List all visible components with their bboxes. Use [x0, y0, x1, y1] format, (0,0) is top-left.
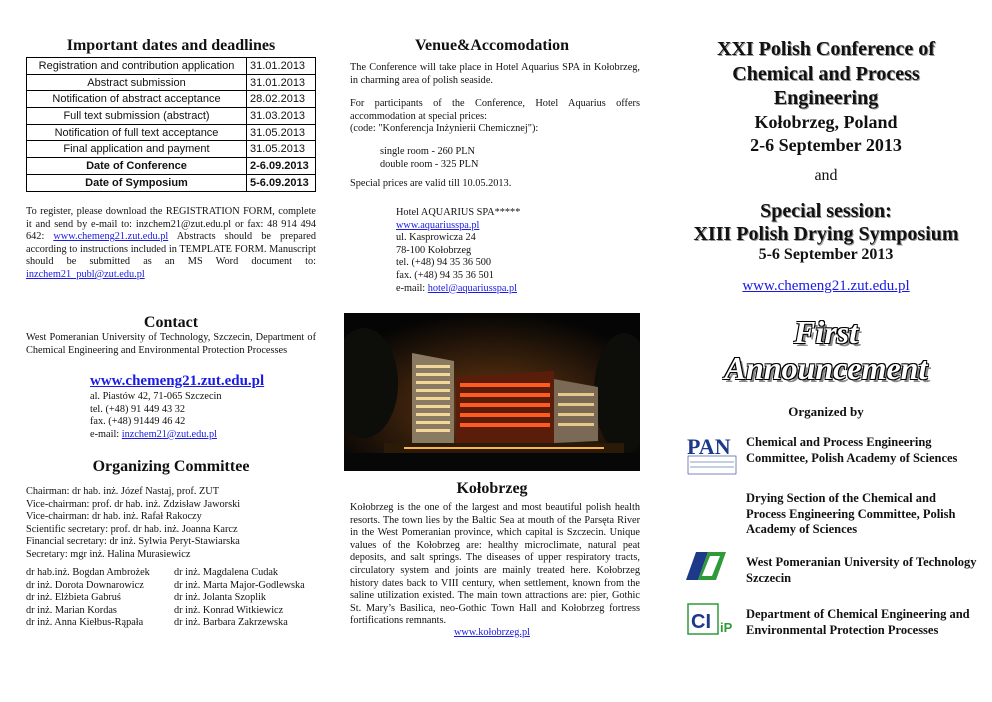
- venue-offer: [350, 98, 640, 136]
- conference-url-row: [676, 278, 976, 295]
- middle-panel: [344, 0, 640, 702]
- organized-by: Organized by: [788, 404, 864, 419]
- committee-member: dr inż. Magdalena Cudak: [174, 567, 279, 578]
- announcement-line: Announcement: [724, 350, 928, 386]
- dates-row-label: Registration and contribution application: [27, 58, 247, 75]
- kolobrzeg-url-link[interactable]: www.kołobrzeg.pl: [454, 627, 530, 638]
- organizer-pan-committee: Chemical and Process Engineering Committee, Polish Academy of Sciences: [746, 435, 958, 465]
- dates-row-date: 31.03.2013: [247, 108, 316, 125]
- contact-org: West Pomeranian University of Technology, Szczecin, Department of Chemical Engineering and Environmental Protection Processes: [26, 332, 316, 356]
- left-panel: [26, 0, 316, 702]
- dates-row: [27, 124, 316, 141]
- committee-role: Scientific secretary: prof. dr hab. inż. Joanna Karcz: [26, 523, 238, 535]
- committee-title: Organizing Committee: [92, 458, 250, 475]
- committee-members-right: [174, 567, 305, 630]
- conference-title-line: Engineering: [773, 87, 879, 109]
- organizer-drying-section: Drying Section of the Chemical and Process Engineering Committee, Polish Academy of Sciences: [746, 491, 956, 536]
- contact-url-link[interactable]: www.chemeng21.zut.edu.pl: [90, 373, 265, 389]
- contact-email-label: e-mail:: [90, 428, 122, 440]
- right-panel: [676, 0, 976, 702]
- contact-address: [90, 391, 222, 441]
- special-session-date: 5-6 September 2013: [758, 246, 894, 263]
- contact-fax: fax. (+48) 91449 46 42: [90, 416, 186, 428]
- dates-row: [27, 108, 316, 125]
- dates-row-date: 31.05.2013: [247, 124, 316, 141]
- hotel-name: Hotel AQUARIUS SPA*****: [396, 207, 521, 218]
- hotel-fax: fax. (+48) 94 35 36 501: [396, 269, 494, 281]
- publication-email-link[interactable]: inzchem21_publ@zut.edu.pl: [26, 268, 145, 280]
- hotel-address: [396, 207, 520, 295]
- conference-url-link[interactable]: www.chemeng21.zut.edu.pl: [742, 278, 910, 294]
- dates-row: [27, 174, 316, 191]
- hotel-email-link[interactable]: hotel@aquariusspa.pl: [427, 282, 518, 294]
- dates-row-date: 31.01.2013: [247, 58, 316, 75]
- contact-email-link[interactable]: inzchem21@zut.edu.pl: [121, 428, 218, 440]
- contact-street: al. Piastów 42, 71-065 Szczecin: [90, 391, 222, 402]
- dates-row: [27, 91, 316, 108]
- committee-member: dr inż. Elżbieta Gabruś: [26, 592, 121, 604]
- registration-text: To register, please download the REGISTRATION FORM, complete it and send by e-mail to: inzchem21@zut.edu.pl or fax: 48 914 494 642:: [26, 206, 316, 243]
- contact-title: Contact: [143, 314, 199, 331]
- dates-table: [26, 57, 316, 192]
- ciip-logo-text: CI: [691, 611, 711, 633]
- hotel-email-label: e-mail:: [396, 282, 428, 294]
- ciip-logo-sub: iP: [720, 620, 733, 635]
- committee-member: dr inż. Marian Kordas: [26, 604, 117, 616]
- single-room-price: single room - 260 PLN: [380, 146, 475, 157]
- pan-logo: [686, 434, 738, 476]
- kolobrzeg-text: Kołobrzeg is the one of the largest and most beautiful polish health resorts. The town lies by the Baltic Sea at mouth of the Parsęta River in the West Pomeranian province, which capital is Szczecin. Unique values of the Kołobrzeg are: healthy microclimate, natural peat deposits, and salt springs. The diseases of upper respiratory tracts, circulatory system and joints are mainly treated here. Kołobrzeg history dates back to VIII century, when settlement, known from the saline utilization existed. The main town attractions are: pier, Gothic St. Mary’s Basilica, neo-Gothic Town Hall and Kołobrzeg fortress fortifications remnants.: [350, 502, 640, 627]
- kolobrzeg-url-row: [344, 627, 640, 638]
- hotel-tel: tel. (+48) 94 35 36 500: [396, 257, 492, 269]
- dates-row-date: 2-6.09.2013: [247, 158, 316, 175]
- committee-role: Vice-chairman: dr hab. inż. Rafał Rakoczy: [26, 511, 202, 523]
- ciip-logo: [686, 602, 738, 638]
- dates-row-label: Date of Symposium: [27, 174, 247, 191]
- conference-title-line: Chemical and Process: [732, 62, 920, 85]
- conference-title: [676, 37, 976, 111]
- dates-row: [27, 141, 316, 158]
- dates-row-label: Notification of abstract acceptance: [27, 91, 247, 108]
- venue-offer-code: (code: "Konferencja Inżynierii Chemicznej"):: [350, 123, 539, 135]
- committee-role: Chairman: dr hab. inż. Józef Nastaj, prof. ZUT: [26, 486, 220, 497]
- hotel-night-photo: [344, 313, 640, 471]
- registration-info: [26, 206, 316, 282]
- conference-place-date: [676, 111, 976, 157]
- special-session-line: Special session:: [760, 200, 892, 222]
- dates-row-date: 31.01.2013: [247, 74, 316, 91]
- committee-member: dr inż. Marta Major-Godlewska: [174, 579, 305, 591]
- committee-member: dr inż. Konrad Witkiewicz: [174, 604, 284, 616]
- conference-title-line: XXI Polish Conference of: [717, 38, 935, 60]
- committee-role: Secretary: mgr inż. Halina Murasiewicz: [26, 548, 191, 560]
- first-announcement: [676, 314, 976, 386]
- conference-place: Kołobrzeg, Poland: [754, 112, 898, 132]
- contact-email-row: [90, 429, 222, 442]
- dates-row: [27, 58, 316, 75]
- hotel-city: 78-100 Kołobrzeg: [396, 244, 472, 256]
- committee-members-left: [26, 567, 150, 630]
- special-session-line: XIII Polish Drying Symposium: [693, 223, 959, 245]
- hotel-email-row: [396, 283, 520, 296]
- double-room-price: double room - 325 PLN: [380, 158, 479, 170]
- committee-roles: [26, 486, 316, 562]
- registration-link[interactable]: www.chemeng21.zut.edu.pl: [53, 231, 169, 243]
- prices-valid: Special prices are valid till 10.05.2013.: [350, 178, 512, 189]
- dates-title: Important dates and deadlines: [66, 37, 276, 54]
- abstract-text: Abstracts should be prepared according to instructions included in TEMPLATE FORM. Manuscript should be submitted as an MS Word document to:: [26, 231, 316, 268]
- venue-offer-text: For participants of the Conference, Hotel Aquarius offers accommodation at special prices:: [350, 98, 640, 122]
- committee-role: Financial secretary: dr inż. Sylwia Peryt-Stawiarska: [26, 536, 240, 548]
- contact-tel: tel. (+48) 91 449 43 32: [90, 403, 186, 415]
- hotel-url-link[interactable]: www.aquariusspa.pl: [396, 219, 480, 231]
- conference-and: and: [814, 167, 838, 184]
- dates-row-date: 31.05.2013: [247, 141, 316, 158]
- dates-row-label: Final application and payment: [27, 141, 247, 158]
- committee-member: dr hab.inż. Bogdan Ambrożek: [26, 567, 150, 578]
- dates-row: [27, 74, 316, 91]
- venue-text: The Conference will take place in Hotel Aquarius SPA in Kołobrzeg, in charming area of polish seaside.: [350, 62, 640, 86]
- dates-row-label: Abstract submission: [27, 74, 247, 91]
- committee-member: dr inż. Jolanta Szoplik: [174, 592, 267, 604]
- dates-row-label: Notification of full text acceptance: [27, 124, 247, 141]
- committee-member: dr inż. Anna Kiełbus-Rąpała: [26, 617, 144, 629]
- zut-logo: [686, 550, 726, 582]
- organizer-zut: West Pomeranian University of Technology Szczecin: [746, 555, 977, 585]
- hotel-street: ul. Kasprowicza 24: [396, 232, 476, 244]
- kolobrzeg-title: Kołobrzeg: [456, 480, 528, 497]
- dates-row-date: 28.02.2013: [247, 91, 316, 108]
- announcement-line: First: [793, 314, 859, 350]
- committee-role: Vice-chairman: prof. dr hab. inż. Zdzisław Jaworski: [26, 498, 241, 510]
- pan-logo-text: PAN: [687, 434, 731, 459]
- special-session-title: [676, 200, 976, 246]
- committee-member: dr inż. Dorota Downarowicz: [26, 579, 144, 591]
- dates-row-label: Date of Conference: [27, 158, 247, 175]
- dates-row: [27, 158, 316, 175]
- venue-title: Venue&Accomodation: [414, 37, 570, 54]
- committee-member: dr inż. Barbara Zakrzewska: [174, 617, 288, 629]
- room-prices: [380, 146, 478, 171]
- dates-row-date: 5-6.09.2013: [247, 174, 316, 191]
- conference-date: 2-6 September 2013: [750, 135, 902, 155]
- organizer-department: Department of Chemical Engineering and Environmental Protection Processes: [746, 607, 970, 637]
- dates-row-label: Full text submission (abstract): [27, 108, 247, 125]
